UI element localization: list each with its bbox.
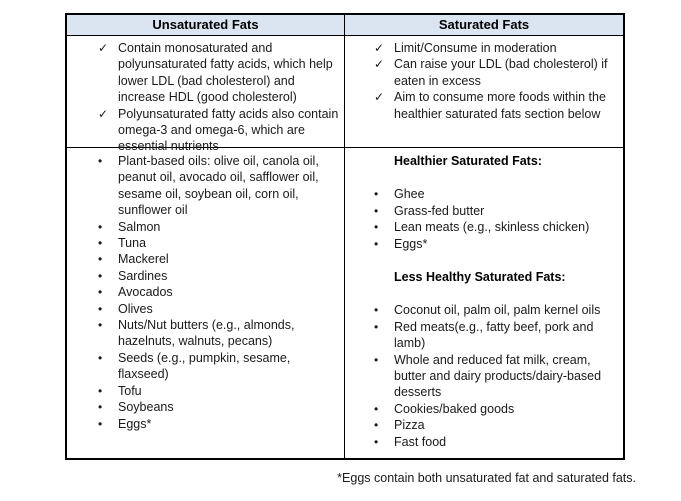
bullet-icon: • [374,187,379,202]
blank-line [345,285,623,302]
list-item-text: Eggs* [394,236,428,251]
list-item-text: Grass-fed butter [394,203,485,218]
bullet-icon: • [98,400,103,415]
bullet-icon: • [98,301,103,316]
list-item [67,40,344,106]
less-healthy-saturated-fats-heading: Less Healthy Saturated Fats: [394,270,566,285]
list-item [345,186,623,202]
list-item-text: Salmon [118,219,161,234]
bullet-icon: • [374,203,379,218]
list-item [67,383,344,399]
list-item-text: Whole and reduced fat milk, cream, butter and dairy products/dairy-based desserts [394,352,602,400]
healthier-saturated-fats-heading: Healthier Saturated Fats: [394,154,542,168]
list-item [67,317,344,350]
list-item [345,302,623,318]
list-item-text: Ghee [394,187,425,202]
list-item-text: Contain monosaturated and polyunsaturated fatty acids, which help lower LDL (bad cholesterol) and increase HDL (good cholesterol) [118,41,333,105]
list-item-text: Seeds (e.g., pumpkin, sesame, flaxseed) [118,350,291,382]
facts-row [67,36,623,154]
list-item-text: Lean meats (e.g., skinless chicken) [394,220,590,235]
list-item [67,268,344,284]
list-item-text: Eggs* [118,416,152,431]
bullet-icon: • [98,416,103,431]
list-item-text: Sardines [118,268,168,283]
bullet-icon: • [374,220,379,235]
saturated-fats-header: Saturated Fats [345,15,623,35]
fats-comparison-table [65,13,625,460]
list-item-text: Pizza [394,418,425,433]
bullet-icon: • [98,268,103,283]
list-item [345,89,623,122]
list-item [345,319,623,352]
foods-row [67,148,623,458]
check-icon: ✓ [98,41,109,55]
bullet-icon: • [98,350,103,365]
list-item-text: Tofu [118,383,142,398]
healthier-saturated-foods-list [345,186,623,252]
bullet-icon: • [374,303,379,318]
saturated-foods-cell [345,148,623,458]
bullet-icon: • [98,285,103,300]
list-item [67,399,344,415]
list-item [67,284,344,300]
list-item [345,219,623,235]
unsaturated-fats-header: Unsaturated Fats [67,15,345,35]
list-item [67,235,344,251]
bullet-icon: • [98,219,103,234]
list-item-text: Aim to consume more foods within the healthier saturated fats section below [394,90,606,121]
blank-line [345,169,623,186]
unsaturated-facts-list [67,40,344,155]
list-item-text: Mackerel [118,252,169,267]
list-item-text: Tuna [118,236,147,251]
saturated-facts-cell [345,36,623,147]
bullet-icon: • [374,236,379,251]
list-item-text: Red meats(e.g., fatty beef, pork and lamb) [394,319,594,351]
list-item-text: Avocados [118,285,173,300]
check-icon: ✓ [98,106,109,121]
list-item [345,434,623,450]
blank-line [345,252,623,269]
list-item [345,417,623,433]
bullet-icon: • [374,434,379,449]
list-item [67,219,344,235]
list-item [67,416,344,432]
check-icon: ✓ [374,90,385,105]
table-header-row [67,15,623,36]
list-item [67,251,344,267]
less-healthy-saturated-foods-list [345,302,623,450]
list-item [345,203,623,219]
bullet-icon: • [98,154,103,168]
list-item-text: Soybeans [118,400,174,415]
unsaturated-facts-cell [67,36,345,154]
list-item [345,40,623,56]
bullet-icon: • [374,352,379,367]
list-item [345,56,623,89]
list-item-text: Coconut oil, palm oil, palm kernel oils [394,303,601,318]
bullet-icon: • [374,401,379,416]
unsaturated-foods-list [67,153,344,432]
check-icon: ✓ [374,57,385,72]
check-icon: ✓ [374,41,385,55]
list-item [67,350,344,383]
list-item-text: Olives [118,301,153,316]
list-item [345,236,623,252]
list-item [345,352,623,401]
list-item [345,401,623,417]
bullet-icon: • [98,252,103,267]
list-item-text: Can raise your LDL (bad cholesterol) if eaten in excess [394,57,608,88]
list-item-text: Plant-based oils: olive oil, canola oil, peanut oil, avocado oil, safflower oil, sesame oil, soybean oil, corn oil, sunflower oil [118,154,319,218]
unsaturated-foods-cell [67,148,345,458]
eggs-footnote: *Eggs contain both unsaturated fat and saturated fats. [337,471,636,485]
bullet-icon: • [374,319,379,334]
bullet-icon: • [374,418,379,433]
list-item [67,106,344,155]
list-item [67,153,344,219]
bullet-icon: • [98,318,103,333]
list-item-text: Cookies/baked goods [394,401,515,416]
list-item-text: Limit/Consume in moderation [394,41,557,55]
list-item-text: Polyunsaturated fatty acids also contain omega-3 and omega-6, which are essential nutrients [118,106,339,154]
list-item-text: Fast food [394,434,447,449]
bullet-icon: • [98,383,103,398]
bullet-icon: • [98,236,103,251]
saturated-facts-list [345,40,623,122]
list-item [67,301,344,317]
list-item-text: Nuts/Nut butters (e.g., almonds, hazelnuts, walnuts, pecans) [118,318,295,349]
